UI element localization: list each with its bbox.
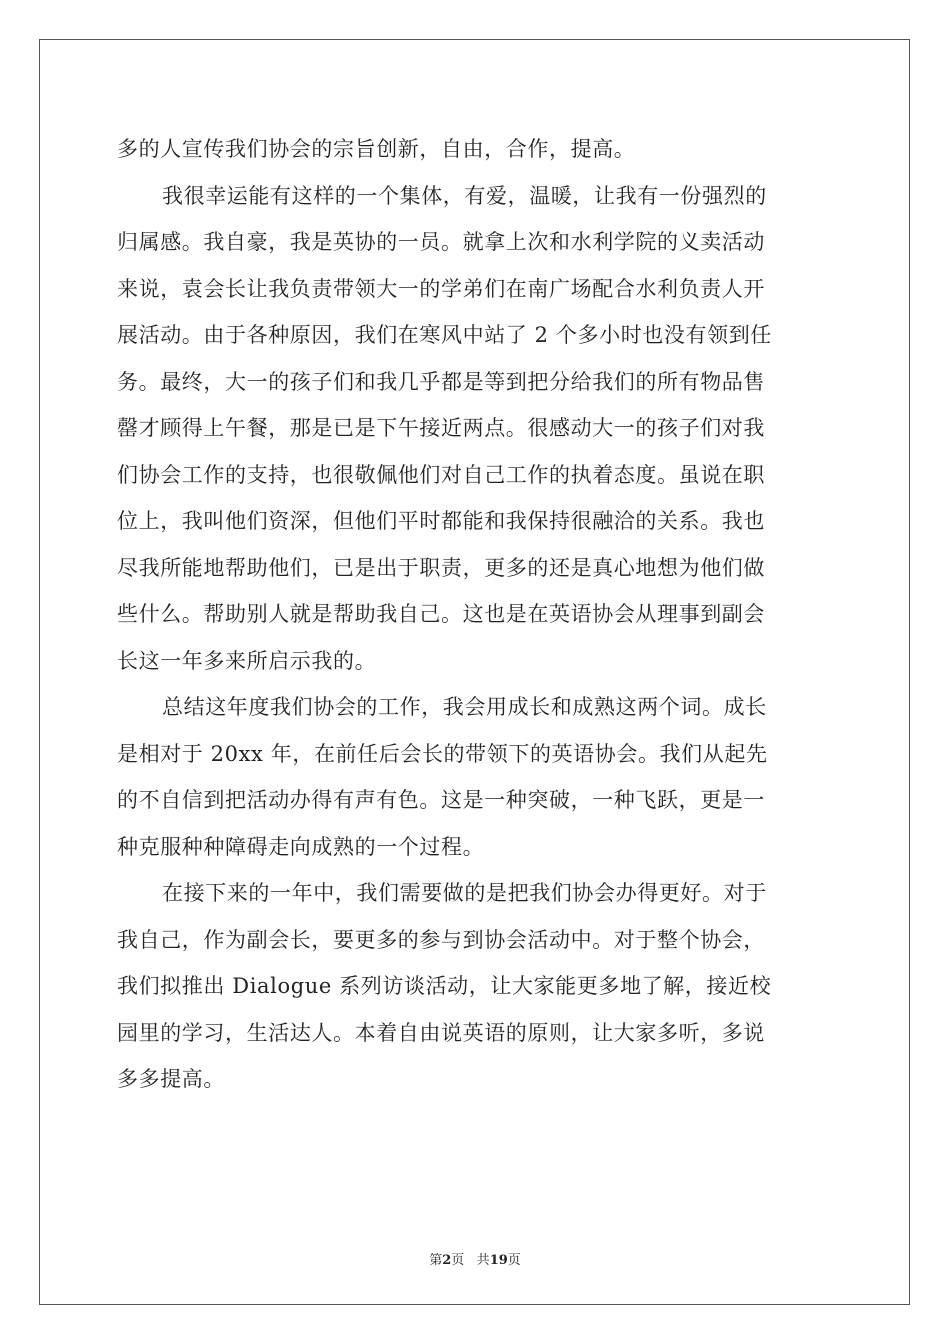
text-line: 位上，我叫他们资深，但他们平时都能和我保持很融洽的关系。我也 [117,509,765,533]
text-line: 多多提高。 [117,1067,225,1091]
total-prefix: 共 [476,1253,490,1268]
page-number: 2 [442,1253,452,1268]
text-line: 归属感。我自豪，我是英协的一员。就拿上次和水利学院的义卖活动 [117,230,765,254]
paragraph-start-line: 在接下来的一年中，我们需要做的是把我们协会办得更好。对于 [162,881,767,905]
text-line: 长这一年多来所启示我的。 [117,648,377,673]
text-line: 的不自信到把活动办得有声有色。这是一种突破，一种飞跃，更是一 [117,788,765,812]
text-line: 我们拟推出 Dialogue 系列访谈活动，让大家能更多地了解，接近校 [117,974,772,998]
text-line: 些什么。帮助别人就是帮助我自己。这也是在英语协会从理事到副会 [117,602,765,626]
text-line: 我自己，作为副会长，要更多的参与到协会活动中。对于整个协会， [117,927,765,952]
text-line: 是相对于 20xx 年，在前任后会长的带领下的英语协会。我们从起先 [117,741,768,766]
page-footer [0,1249,950,1268]
text-line: 展活动。由于各种原因，我们在寒风中站了 2 个多小时也没有领到任 [117,323,772,347]
text-line: 多的人宣传我们协会的宗旨创新，自由，合作，提高。 [117,137,636,161]
text-line: 种克服种种障碍走向成熟的一个过程。 [117,834,485,859]
text-line: 们协会工作的支持，也很敬佩他们对自己工作的执着态度。虽说在职 [117,462,765,487]
paragraph-start-line: 总结这年度我们协会的工作，我会用成长和成熟这两个词。成长 [162,695,767,719]
page-prefix: 第 [429,1253,443,1268]
text-line: 尽我所能地帮助他们，已是出于职责，更多的还是真心地想为他们做 [117,555,765,580]
total-pages: 19 [489,1253,508,1268]
text-line: 务。最终，大一的孩子们和我几乎都是等到把分给我们的所有物品售 [117,369,765,394]
document-body [117,126,833,1103]
page-suffix: 页 [451,1253,465,1268]
total-suffix: 页 [507,1253,521,1268]
paragraph-start-line: 我很幸运能有这样的一个集体，有爱，温暖，让我有一份强烈的 [162,183,767,208]
text-line: 园里的学习，生活达人。本着自由说英语的原则，让大家多听，多说 [117,1020,765,1045]
text-line: 罄才顾得上午餐，那是已是下午接近两点。很感动大一的孩子们对我 [117,416,765,440]
text-line: 来说，袁会长让我负责带领大一的学弟们在南广场配合水利负责人开 [117,276,765,301]
